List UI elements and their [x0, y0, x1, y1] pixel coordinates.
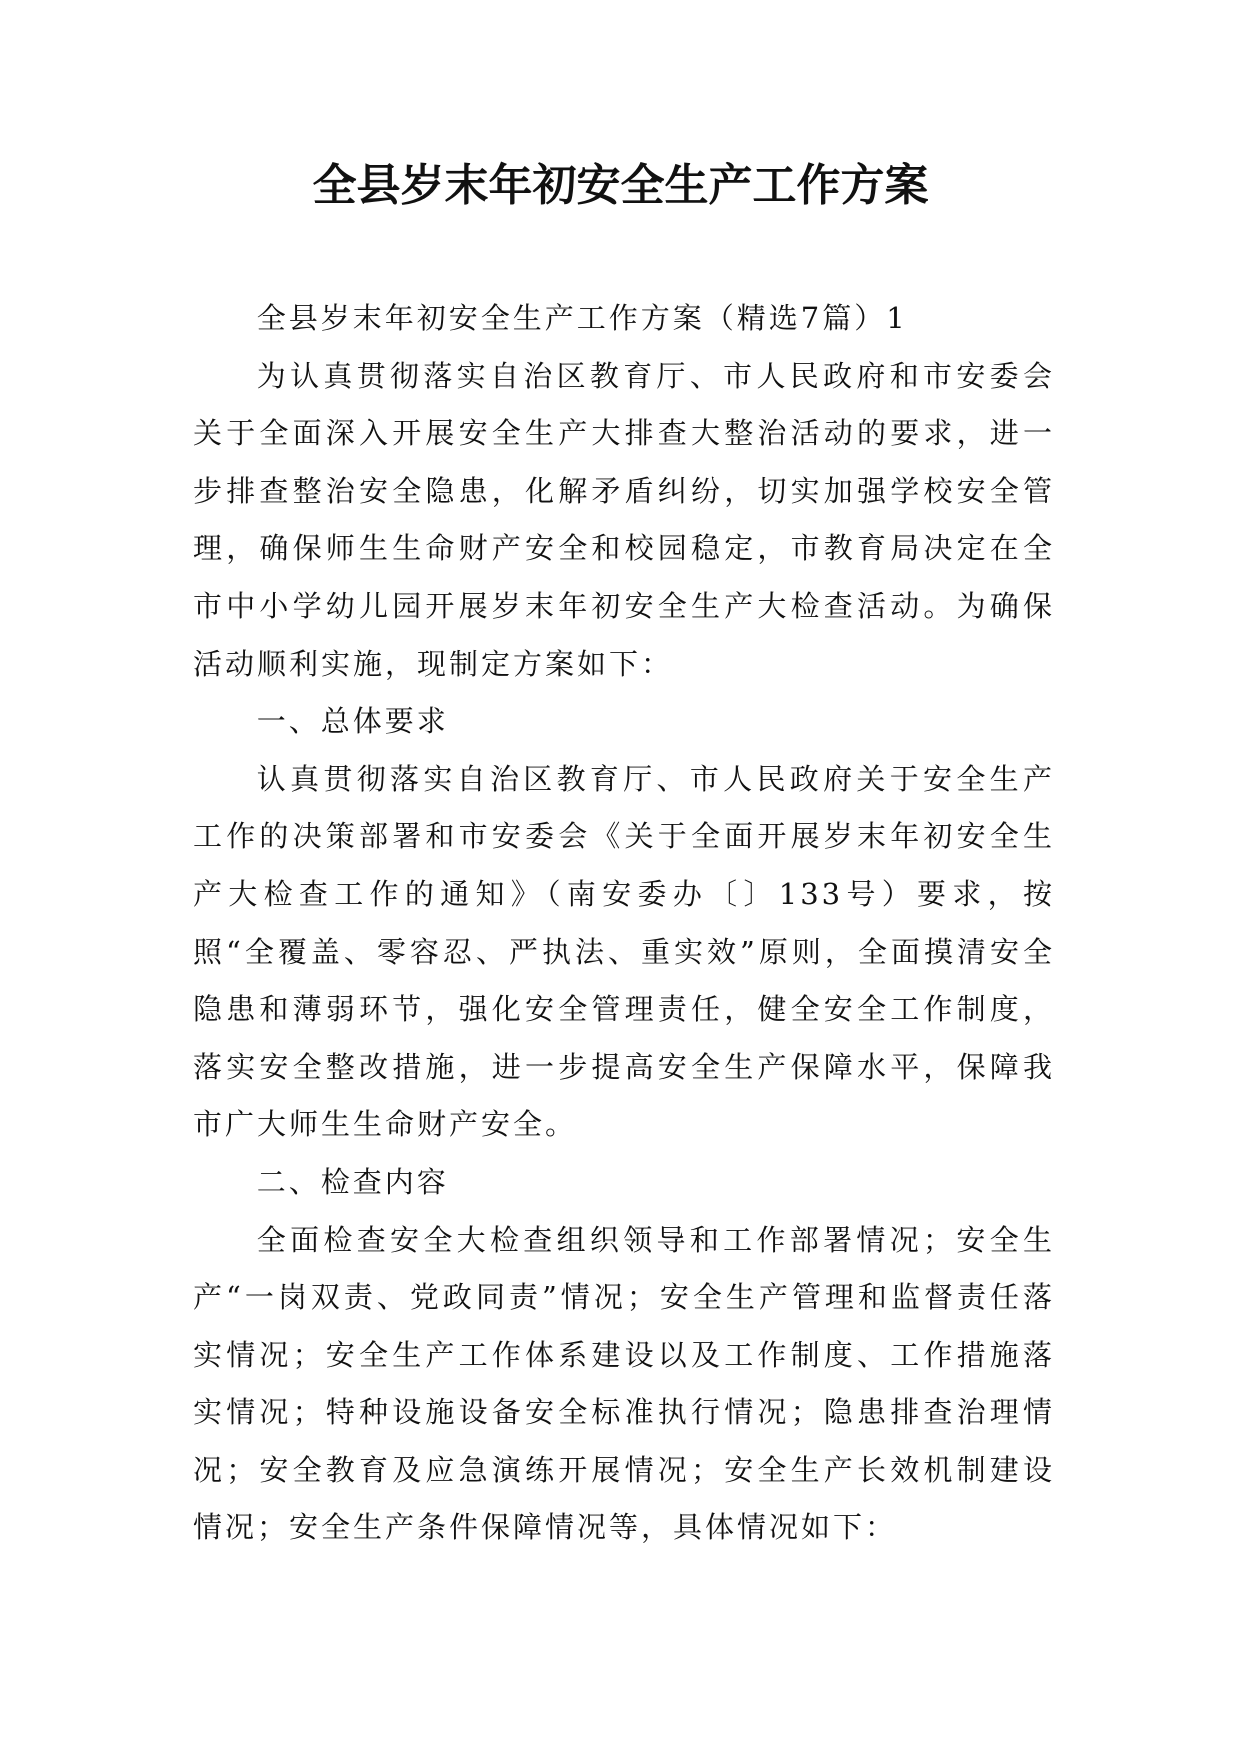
paragraph-intro: 为认真贯彻落实自治区教育厅、市人民政府和市安委会关于全面深入开展安全生产大排查大整治活动的要求，进一步排查整治安全隐患，化解矛盾纠纷，切实加强学校安全管理，确保师生生命财产安全和校园稳定，市教育局决定在全市中小学幼儿园开展岁末年初安全生产大检查活动。为确保活动顺利实施，现制定方案如下：	[193, 358, 1055, 681]
section-heading-general-requirements: 一、总体要求	[256, 704, 449, 739]
section-heading-inspection-content: 二、检查内容	[256, 1164, 449, 1199]
document-body	[193, 290, 1055, 1557]
document-title: 全县岁末年初安全生产工作方案	[312, 160, 929, 211]
paragraph-subtitle: 全县岁末年初安全生产工作方案（精选7篇）1	[256, 301, 908, 335]
paragraph-general-requirements: 认真贯彻落实自治区教育厅、市人民政府关于安全生产工作的决策部署和市安委会《关于全面开展岁末年初安全生产大检查工作的通知》（南安委办〔〕133号）要求，按照“全覆盖、零容忍、严执法、重实效”原则，全面摸清安全隐患和薄弱环节，强化安全管理责任，健全安全工作制度，落实安全整改措施，进一步提高安全生产保障水平，保障我市广大师生生命财产安全。	[193, 761, 1055, 1142]
paragraph-inspection-content: 全面检查安全大检查组织领导和工作部署情况；安全生产“一岗双责、党政同责”情况；安全生产管理和监督责任落实情况；安全生产工作体系建设以及工作制度、工作措施落实情况；特种设施设备安全标准执行情况；隐患排查治理情况；安全教育及应急演练开展情况；安全生产长效机制建设情况；安全生产条件保障情况等，具体情况如下：	[193, 1222, 1055, 1545]
